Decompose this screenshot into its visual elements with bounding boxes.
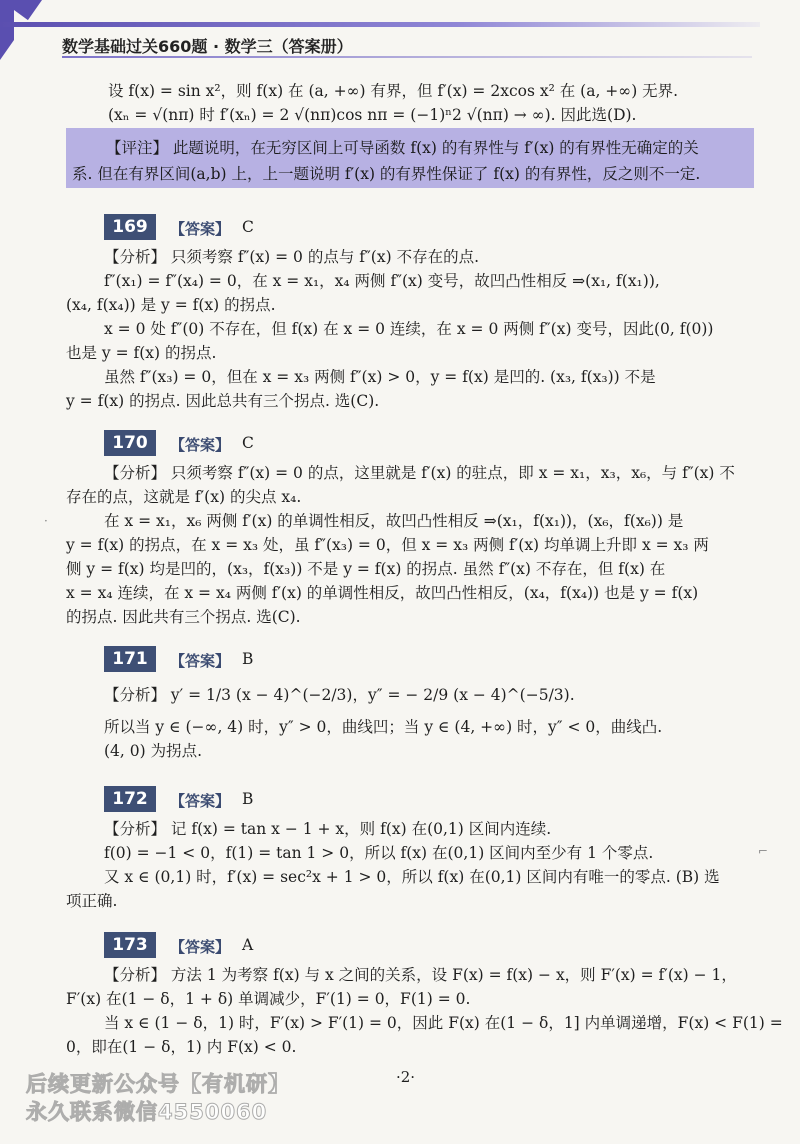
answer-label: 【答案】 xyxy=(170,220,231,238)
answer-value: A xyxy=(242,936,254,954)
answer-label: 【答案】 xyxy=(170,792,231,810)
solution-line: 当 x ∈ (1 − δ，1) 时，F′(x) > F′(1) = 0，因此 F(x) 在(1 − δ，1] 内单调递增，F(x) < F(1) = xyxy=(104,1014,783,1032)
page-number: ·2· xyxy=(396,1068,416,1086)
solution-line: 又 x ∈ (0,1) 时，f′(x) = sec²x + 1 > 0，所以 f(x) 在(0,1) 区间内有唯一的零点. (B) 选 xyxy=(104,868,720,886)
solution-line: (x₄, f(x₄)) 是 y = f(x) 的拐点. xyxy=(66,296,276,314)
problem-number-badge: 170 xyxy=(104,430,156,456)
solution-line: 项正确. xyxy=(66,892,118,910)
solution-line: 也是 y = f(x) 的拐点. xyxy=(66,344,217,362)
header-bar xyxy=(0,22,760,27)
problem-number-badge: 171 xyxy=(104,646,156,672)
solution-line: 【分析】 y′ = 1/3 (x − 4)^(−2/3)，y″ = − 2/9 (x − 4)^(−5/3). xyxy=(104,686,575,704)
answer-value: B xyxy=(242,790,254,808)
solution-line: 存在的点，这就是 f′(x) 的尖点 x₄. xyxy=(66,488,302,506)
solution-line: 【分析】 只须考察 f″(x) = 0 的点与 f″(x) 不存在的点. xyxy=(104,248,479,266)
problem-number-badge: 172 xyxy=(104,786,156,812)
solution-line: (4, 0) 为拐点. xyxy=(104,742,203,760)
solution-line: 的拐点. 因此共有三个拐点. 选(C). xyxy=(66,608,301,626)
solution-line: 侧 y = f(x) 均是凹的，(x₃，f(x₃)) 不是 y = f(x) 的拐点. 虽然 f″(x) 不存在，但 f(x) 在 xyxy=(66,560,666,578)
solution-line: 所以当 y ∈ (−∞, 4) 时，y″ > 0，曲线凹；当 y ∈ (4, +∞) 时，y″ < 0，曲线凸. xyxy=(104,718,663,736)
intro-line-2: (xₙ = √(nπ) 时 f′(xₙ) = 2 √(nπ)cos nπ = (−1)ⁿ2 √(nπ) → ∞). 因此选(D). xyxy=(108,106,637,124)
answer-value: B xyxy=(242,650,254,668)
solution-line: x = x₄ 连续，在 x = x₄ 两侧 f′(x) 的单调性相反，故凹凸性相反，(x₄，f(x₄)) 也是 y = f(x) xyxy=(66,584,699,602)
corner-decoration-icon xyxy=(0,0,60,60)
solution-line: F′(x) 在(1 − δ，1 + δ) 单调减少，F′(1) = 0，F(1) = 0. xyxy=(66,990,471,1008)
scan-mark: ⌐ xyxy=(758,844,769,858)
scan-mark: · xyxy=(44,514,48,528)
solution-line: 【分析】 只须考察 f″(x) = 0 的点，这里就是 f′(x) 的驻点，即 x = x₁，x₃，x₆，与 f″(x) 不 xyxy=(104,464,735,482)
solution-line: f″(x₁) = f″(x₄) = 0，在 x = x₁，x₄ 两侧 f″(x) 变号，故凹凸性相反 ⇒(x₁, f(x₁)), xyxy=(104,272,660,290)
answer-value: C xyxy=(242,434,254,452)
answer-label: 【答案】 xyxy=(170,436,231,454)
solution-line: 【分析】 方法 1 为考察 f(x) 与 x 之间的关系，设 F(x) = f(x) − x，则 F′(x) = f′(x) − 1， xyxy=(104,966,737,984)
answer-value: C xyxy=(242,218,254,236)
solution-line: f(0) = −1 < 0，f(1) = tan 1 > 0，所以 f(x) 在(0,1) 区间内至少有 1 个零点. xyxy=(104,844,654,862)
solution-line: 【分析】 记 f(x) = tan x − 1 + x，则 f(x) 在(0,1) 区间内连续. xyxy=(104,820,552,838)
answer-label: 【答案】 xyxy=(170,938,231,956)
solution-line: 虽然 f″(x₃) = 0，但在 x = x₃ 两侧 f″(x) > 0，y = f(x) 是凹的. (x₃, f(x₃)) 不是 xyxy=(104,368,656,386)
problem-number-badge: 169 xyxy=(104,214,156,240)
watermark-line-2: 永久联系微信4550060 xyxy=(26,1100,268,1124)
watermark-line-1: 后续更新公众号【有机研】 xyxy=(26,1072,290,1096)
solution-line: y = f(x) 的拐点. 因此总共有三个拐点. 选(C). xyxy=(66,392,380,410)
note-line-2: 系. 但在有界区间(a,b) 上，上一题说明 f′(x) 的有界性保证了 f(x) 的有界性，反之则不一定. xyxy=(72,165,701,183)
solution-line: y = f(x) 的拐点，在 x = x₃ 处，虽 f″(x₃) = 0，但 x = x₃ 两侧 f′(x) 均单调上升即 x = x₃ 两 xyxy=(66,536,709,554)
solution-line: 在 x = x₁，x₆ 两侧 f′(x) 的单调性相反，故凹凸性相反 ⇒(x₁，f(x₁))，(x₆，f(x₆)) 是 xyxy=(104,512,684,530)
header-title: 数学基础过关660题 · 数学三（答案册） xyxy=(62,37,353,56)
solution-line: x = 0 处 f″(0) 不存在，但 f(x) 在 x = 0 连续，在 x = 0 两侧 f″(x) 变号，因此(0, f(0)) xyxy=(104,320,714,338)
problem-number-badge: 173 xyxy=(104,932,156,958)
note-line-1: 【评注】 此题说明，在无穷区间上可导函数 f(x) 的有界性与 f′(x) 的有界性无确定的关 xyxy=(106,139,699,157)
solution-line: 0，即在(1 − δ，1) 内 F(x) < 0. xyxy=(66,1038,297,1056)
intro-line-1: 设 f(x) = sin x²，则 f(x) 在 (a, +∞) 有界，但 f′(x) = 2xcos x² 在 (a, +∞) 无界. xyxy=(108,82,679,100)
header-underline xyxy=(62,56,752,58)
answer-label: 【答案】 xyxy=(170,652,231,670)
